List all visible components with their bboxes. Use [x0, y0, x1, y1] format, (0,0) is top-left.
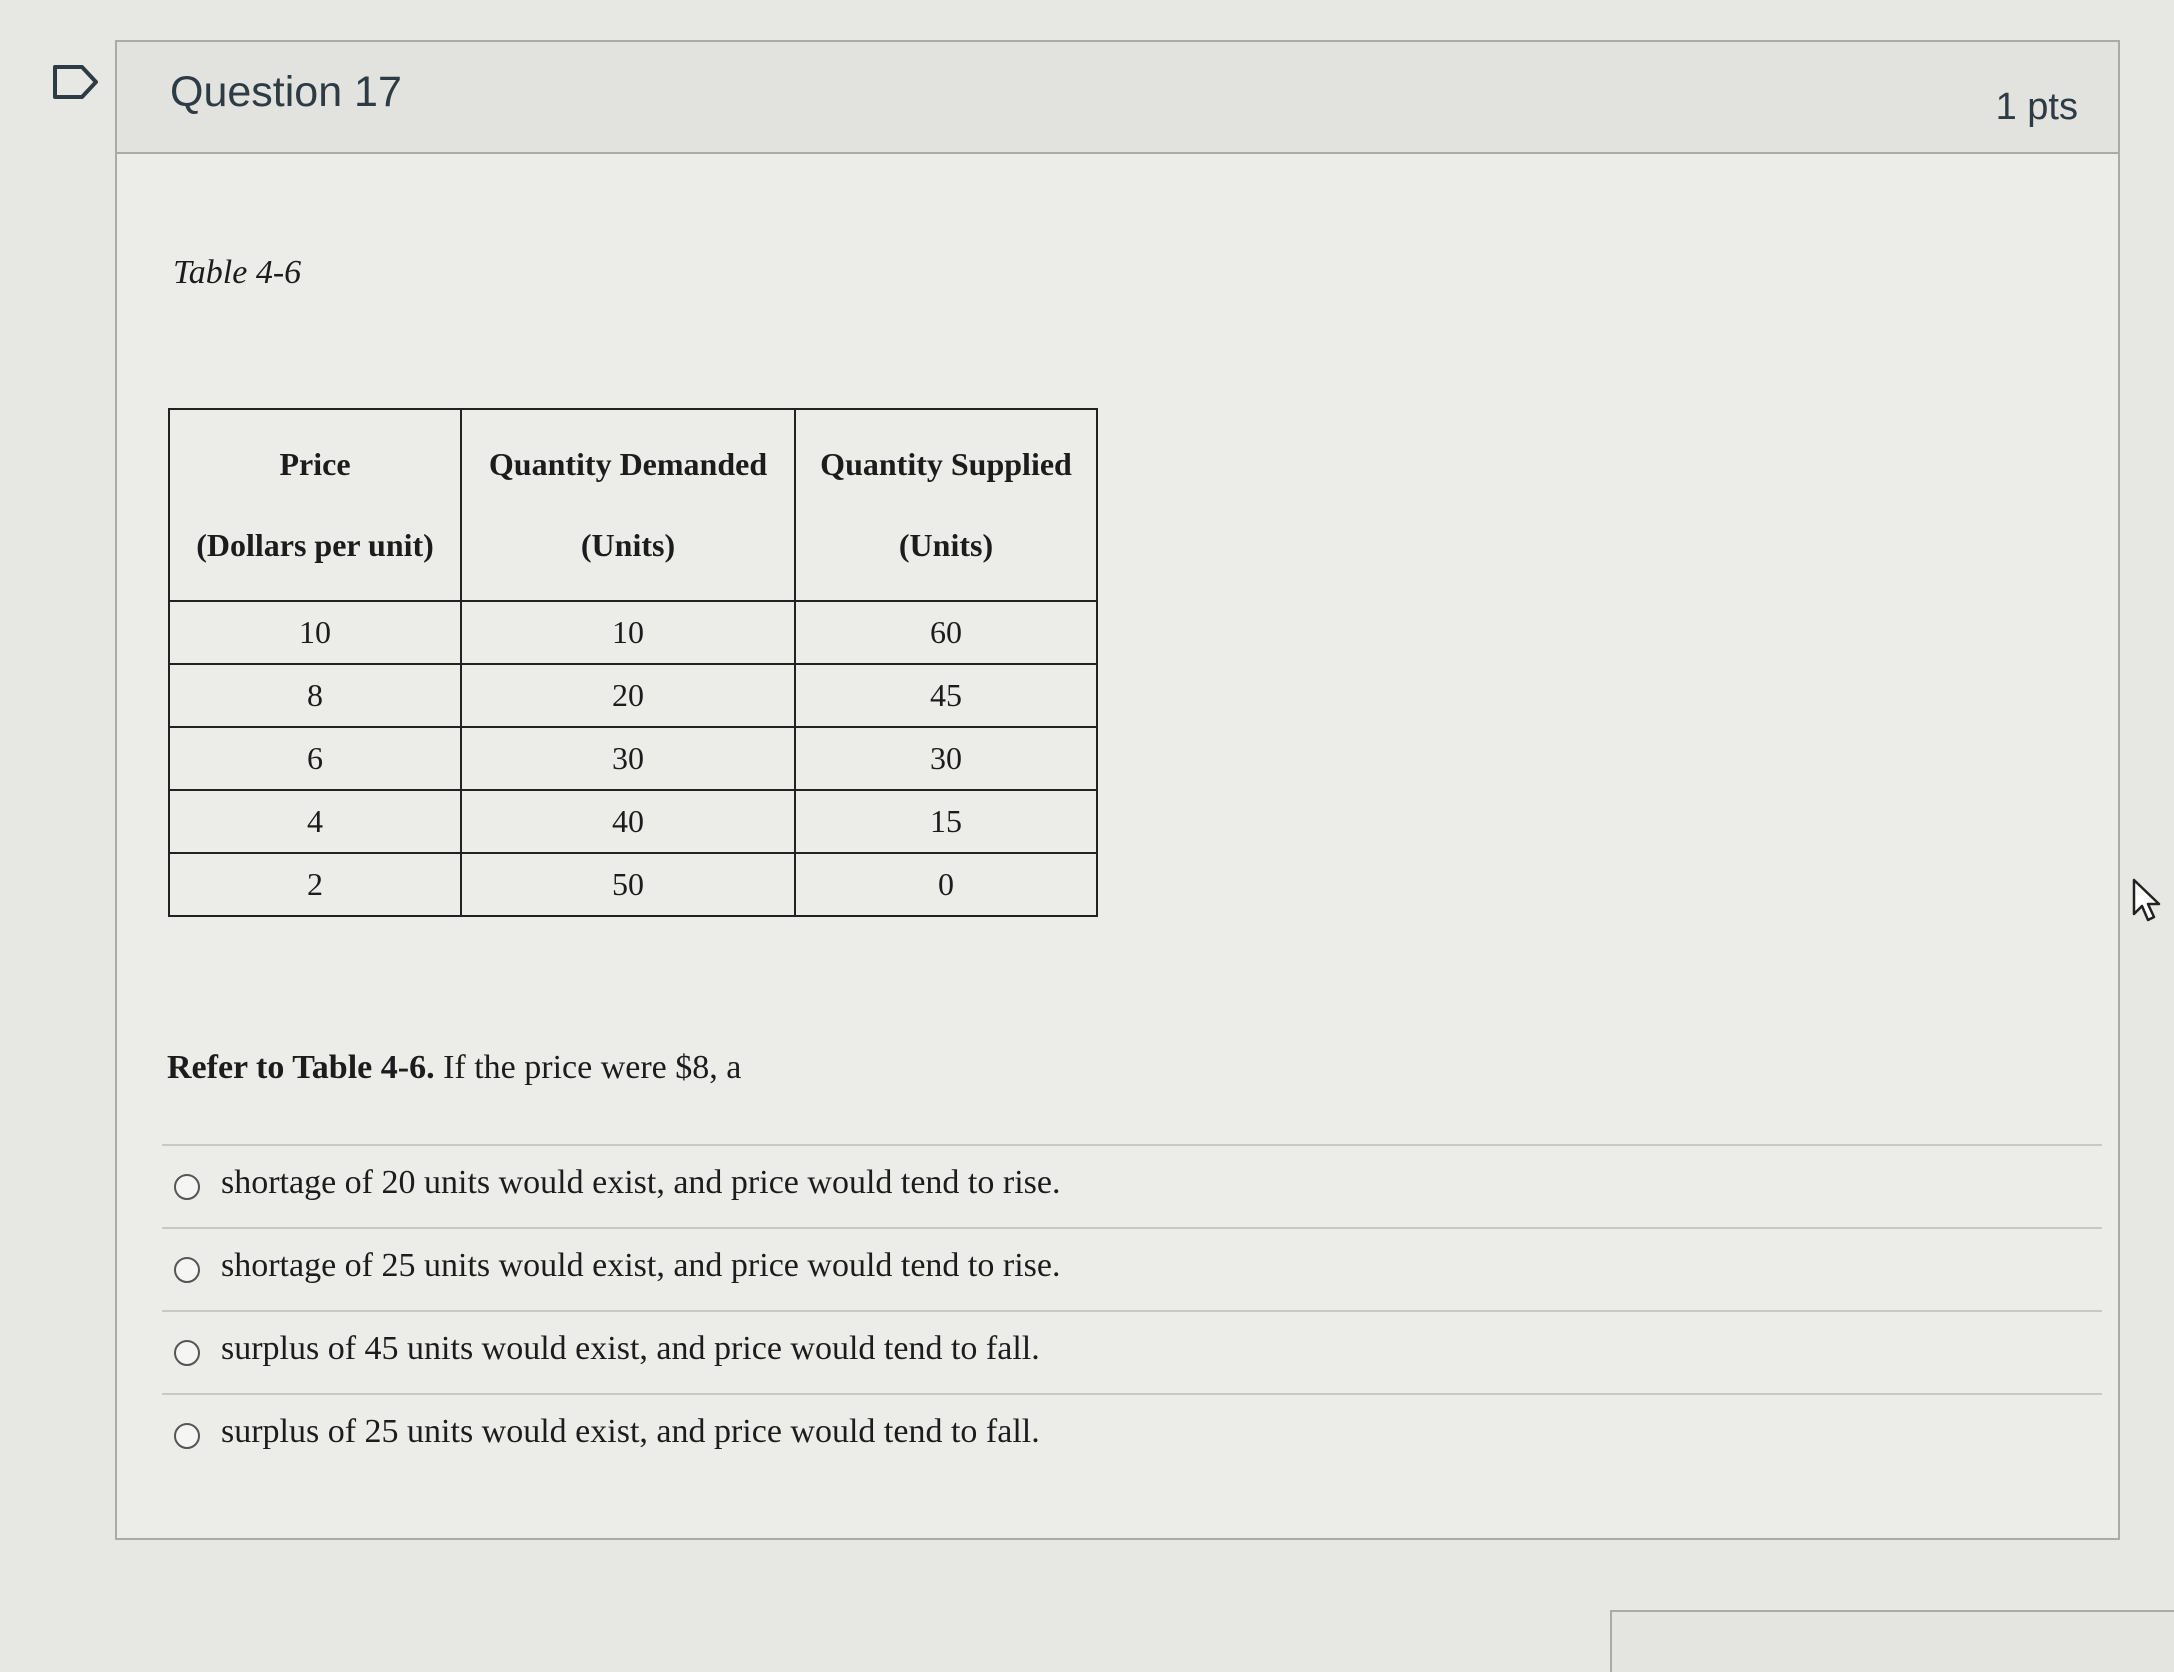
question-prompt-bold: Refer to Table 4-6. [167, 1049, 435, 1086]
question-points: 1 pts [1995, 86, 2078, 128]
table-row [169, 601, 1097, 664]
next-question-card-edge [1610, 1610, 2174, 1672]
cell-quantity-supplied: 60 [795, 601, 1097, 664]
cell-price: 6 [169, 727, 461, 790]
answer-label[interactable]: shortage of 20 units would exist, and price would tend to rise. [221, 1164, 1061, 1201]
cell-quantity-demanded: 30 [461, 727, 795, 790]
answer-label[interactable]: shortage of 25 units would exist, and price would tend to rise. [221, 1247, 1061, 1284]
question-body [117, 154, 2118, 1540]
mouse-pointer-icon [2132, 878, 2162, 922]
table-row [169, 727, 1097, 790]
answer-option[interactable] [162, 1393, 2102, 1476]
header-qd-line2: (Units) [580, 527, 676, 563]
radio-button[interactable] [174, 1174, 200, 1200]
radio-button[interactable] [174, 1257, 200, 1283]
header-quantity-supplied [795, 409, 1097, 601]
cell-quantity-demanded: 50 [461, 853, 795, 916]
answer-option[interactable] [162, 1144, 2102, 1227]
cell-price: 10 [169, 601, 461, 664]
cell-quantity-supplied: 30 [795, 727, 1097, 790]
radio-button[interactable] [174, 1340, 200, 1366]
answer-option[interactable] [162, 1310, 2102, 1393]
radio-button[interactable] [174, 1423, 200, 1449]
table-row [169, 790, 1097, 853]
header-qd-line1: Quantity Demanded [488, 446, 768, 482]
cell-price: 4 [169, 790, 461, 853]
question-card [115, 40, 2120, 1540]
question-title: Question 17 [170, 68, 402, 116]
answer-label[interactable]: surplus of 25 units would exist, and price would tend to fall. [221, 1413, 1040, 1450]
question-prompt-rest: If the price were $8, a [434, 1049, 742, 1086]
table-caption: Table 4-6 [173, 254, 302, 291]
header-qs-line2: (Units) [898, 527, 994, 563]
header-qs-line1: Quantity Supplied [820, 446, 1072, 482]
header-price [169, 409, 461, 601]
cell-quantity-demanded: 10 [461, 601, 795, 664]
cell-quantity-demanded: 20 [461, 664, 795, 727]
cell-quantity-supplied: 0 [795, 853, 1097, 916]
question-header [117, 42, 2118, 154]
supply-demand-table [168, 408, 1098, 917]
answer-option[interactable] [162, 1227, 2102, 1310]
header-quantity-demanded [461, 409, 795, 601]
answer-list [162, 1144, 2102, 1476]
cell-quantity-supplied: 15 [795, 790, 1097, 853]
header-price-line1: Price [279, 446, 351, 482]
table-row [169, 853, 1097, 916]
question-prompt [167, 1049, 741, 1087]
table-header-row [169, 409, 1097, 601]
cell-price: 2 [169, 853, 461, 916]
cell-quantity-demanded: 40 [461, 790, 795, 853]
table-row [169, 664, 1097, 727]
cell-quantity-supplied: 45 [795, 664, 1097, 727]
cell-price: 8 [169, 664, 461, 727]
answer-label[interactable]: surplus of 45 units would exist, and price would tend to fall. [221, 1330, 1040, 1367]
header-price-line2: (Dollars per unit) [196, 527, 434, 563]
flag-icon[interactable] [52, 64, 100, 100]
